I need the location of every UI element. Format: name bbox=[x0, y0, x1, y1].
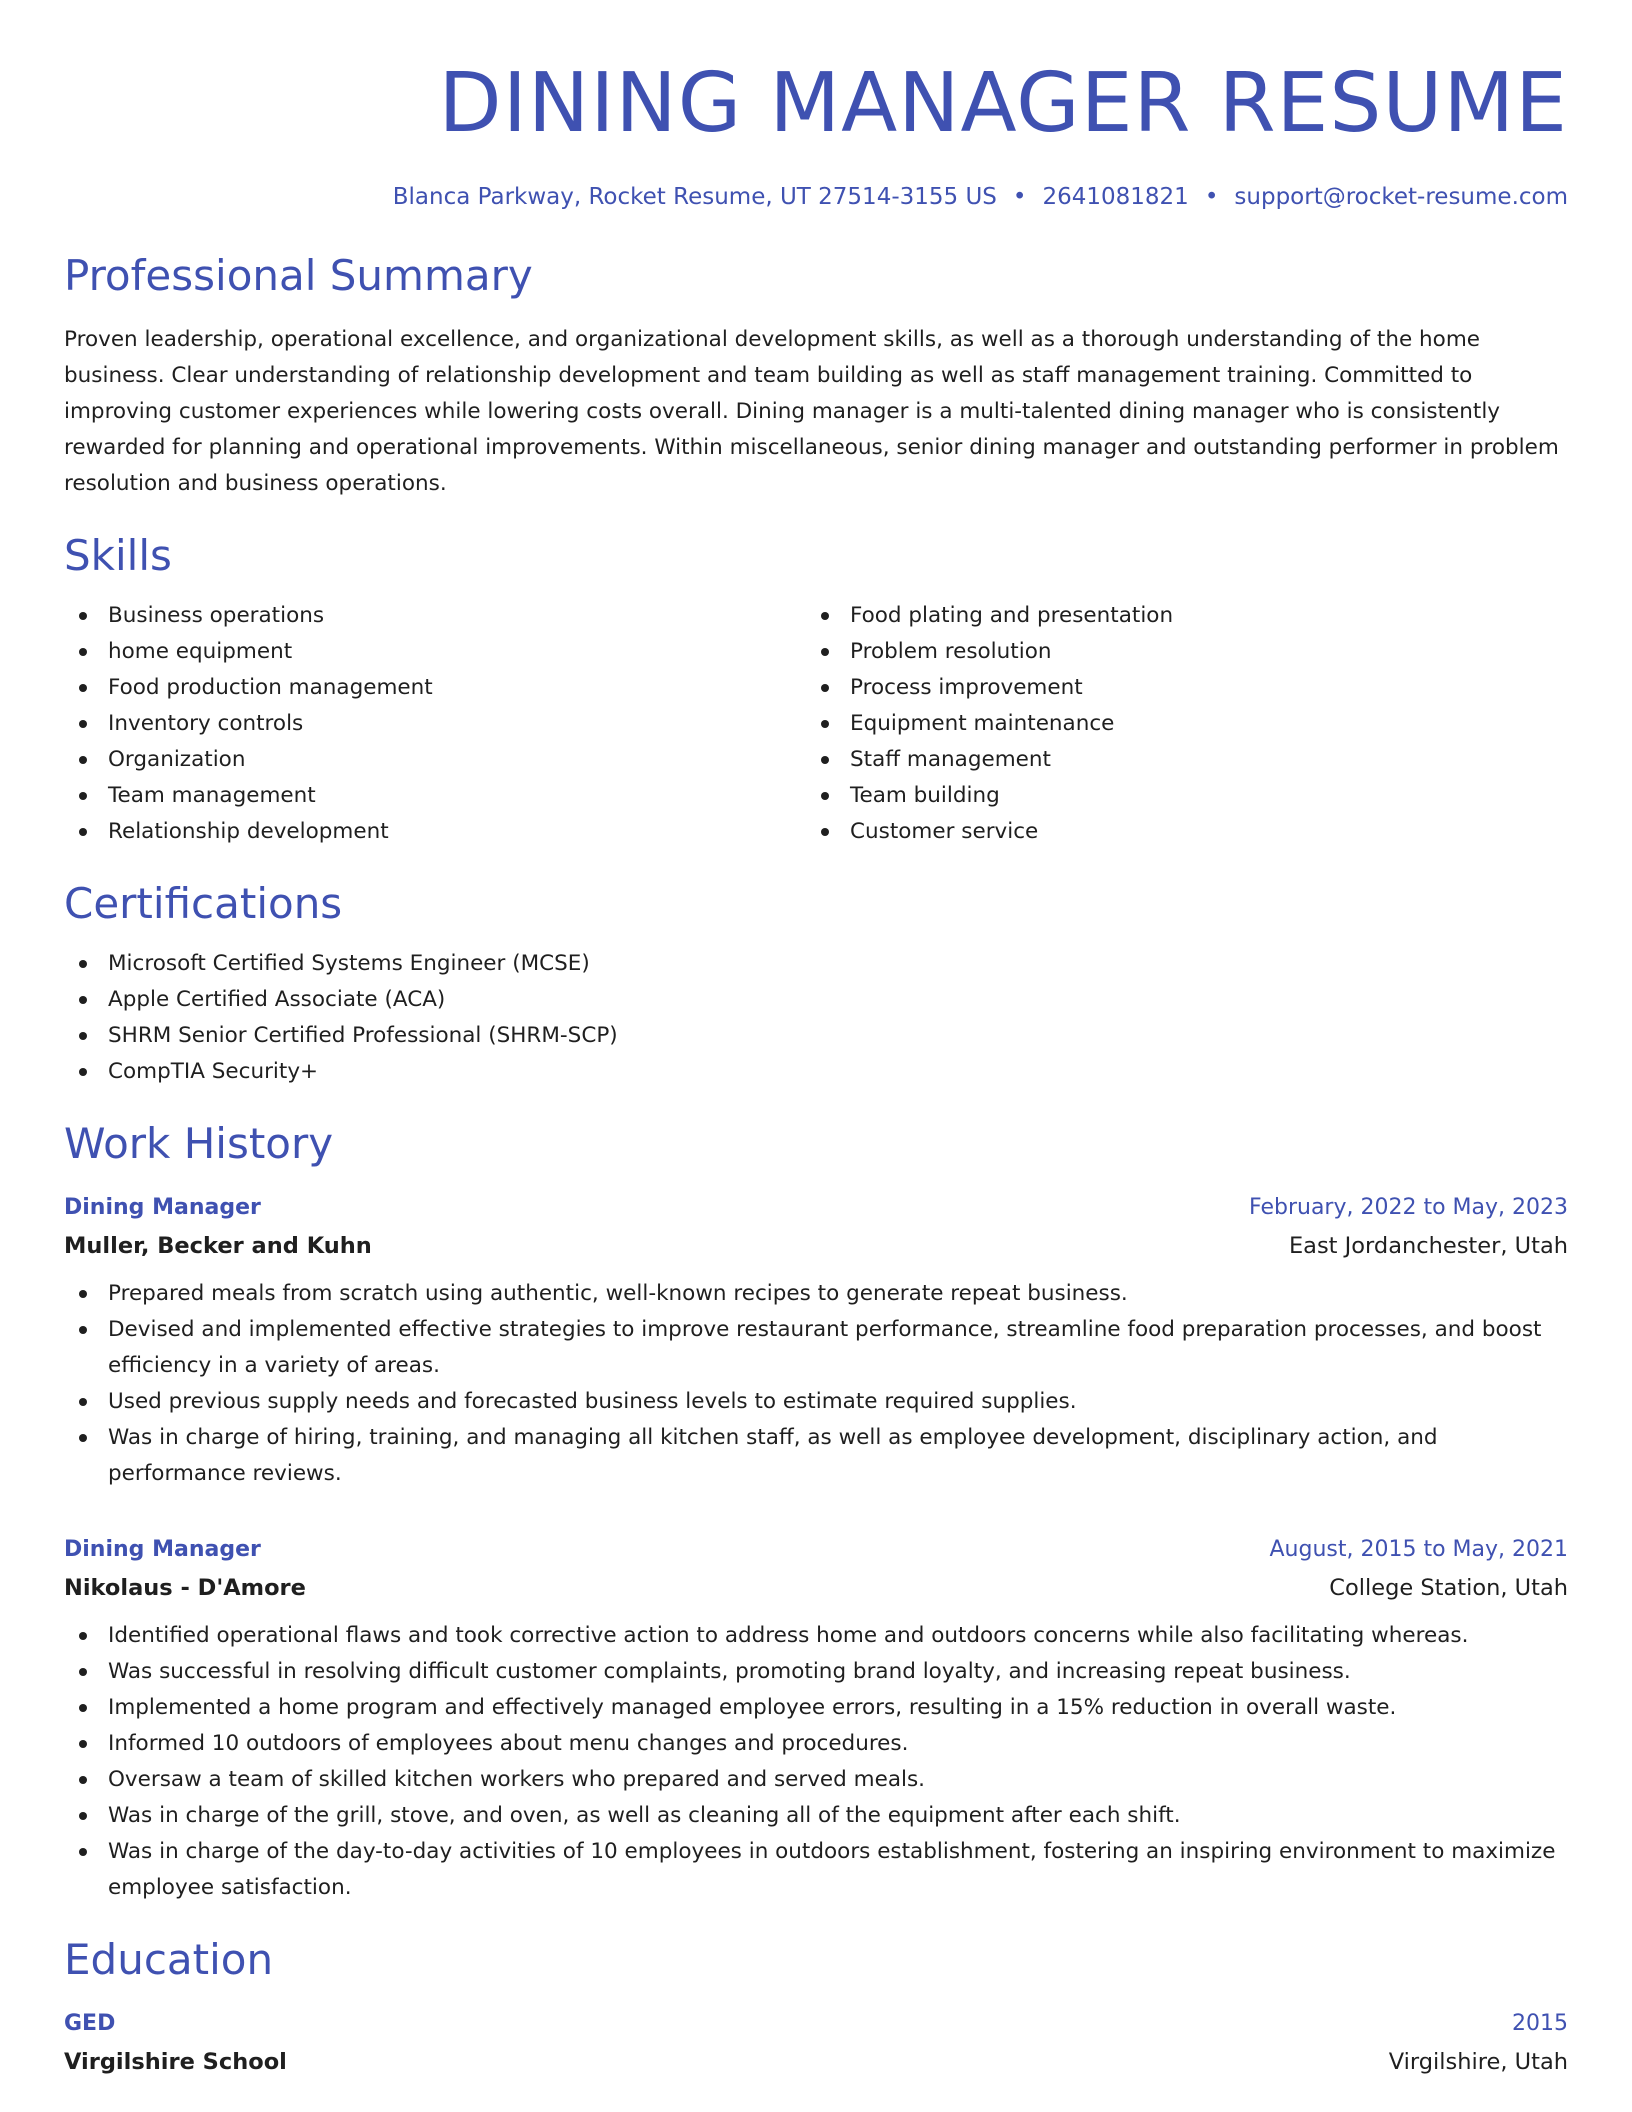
contact-line bbox=[64, 182, 1568, 212]
skill-item: Relationship development bbox=[64, 814, 806, 850]
contact-email[interactable]: support@rocket-resume.com bbox=[1234, 184, 1568, 210]
bullet-icon bbox=[79, 684, 87, 692]
bullet-icon bbox=[79, 1812, 87, 1820]
contact-separator: • bbox=[1204, 184, 1219, 210]
job-location: East Jordanchester, Utah bbox=[1288, 1233, 1568, 1259]
bullet-icon bbox=[79, 1326, 87, 1334]
job-title: Dining Manager bbox=[64, 1195, 261, 1220]
bullet-icon bbox=[79, 792, 87, 800]
contact-separator: • bbox=[1012, 184, 1027, 210]
skills-column-left bbox=[64, 598, 806, 850]
certifications-heading: Certifications bbox=[64, 879, 343, 928]
job-bullet-item: Used previous supply needs and forecasted business levels to estimate required supplies. bbox=[64, 1384, 1568, 1420]
job-company: Nikolaus - D'Amore bbox=[64, 1575, 306, 1601]
job-bullet-item: Devised and implemented effective strategies to improve restaurant performance, streamline food preparation processes, and boost efficiency in a variety of areas. bbox=[64, 1312, 1568, 1384]
job-location: College Station, Utah bbox=[1329, 1575, 1568, 1601]
resume-title: DINING MANAGER RESUME bbox=[438, 56, 1568, 151]
job-dates: August, 2015 to May, 2021 bbox=[1269, 1537, 1568, 1562]
work-history-section bbox=[64, 1118, 1568, 1906]
job-bullet-item: Informed 10 outdoors of employees about menu changes and procedures. bbox=[64, 1726, 1568, 1762]
bullet-icon bbox=[821, 612, 829, 620]
skills-grid bbox=[64, 598, 1568, 850]
certification-item: CompTIA Security+ bbox=[64, 1054, 1568, 1090]
job-bullet-item: Was in charge of hiring, training, and managing all kitchen staff, as well as employee development, disciplinary action, and performance reviews. bbox=[64, 1420, 1568, 1492]
skills-heading: Skills bbox=[64, 531, 172, 580]
certification-item: Apple Certified Associate (ACA) bbox=[64, 982, 1568, 1018]
bullet-icon bbox=[79, 1704, 87, 1712]
bullet-icon bbox=[79, 1776, 87, 1784]
education-school-row bbox=[64, 2042, 1568, 2082]
bullet-icon bbox=[79, 996, 87, 1004]
job-bullet-item: Implemented a home program and effectively managed employee errors, resulting in a 15% reduction in overall waste. bbox=[64, 1690, 1568, 1726]
education-entry bbox=[64, 2006, 1568, 2082]
skill-item: Customer service bbox=[806, 814, 1548, 850]
summary-text: Proven leadership, operational excellence, and organizational development skills, as well as a thorough understanding of the home business. Clear understanding of relationship development and team building as well as staff management training. Committed to improving customer experiences while lowering costs overall. Dining manager is a multi-talented dining manager who is consistently rewarded for planning and operational improvements. Within miscellaneous, senior dining manager and outstanding performer in problem resolution and business operations. bbox=[64, 327, 1559, 496]
bullet-icon bbox=[821, 720, 829, 728]
bullet-icon bbox=[79, 1434, 87, 1442]
skill-item: Staff management bbox=[806, 742, 1548, 778]
certifications-list bbox=[64, 946, 1568, 1090]
summary-heading: Professional Summary bbox=[64, 251, 533, 300]
job-bullet-item: Was in charge of the grill, stove, and oven, as well as cleaning all of the equipment after each shift. bbox=[64, 1798, 1568, 1834]
certifications-section bbox=[64, 878, 1568, 1090]
bullet-icon bbox=[79, 1290, 87, 1298]
education-section bbox=[64, 1934, 1568, 2082]
bullet-icon bbox=[79, 612, 87, 620]
education-degree: GED bbox=[64, 2011, 116, 2036]
job-header-row bbox=[64, 1190, 1568, 1226]
contact-phone: 2641081821 bbox=[1042, 184, 1189, 210]
contact-address: Blanca Parkway, Rocket Resume, UT 27514-3155 US bbox=[392, 184, 997, 210]
bullet-icon bbox=[79, 1632, 87, 1640]
skill-item: Team building bbox=[806, 778, 1548, 814]
bullet-icon bbox=[79, 720, 87, 728]
job-company-row bbox=[64, 1568, 1568, 1608]
bullet-icon bbox=[79, 1740, 87, 1748]
bullet-icon bbox=[79, 1848, 87, 1856]
job-bullet-item: Was successful in resolving difficult customer complaints, promoting brand loyalty, and increasing repeat business. bbox=[64, 1654, 1568, 1690]
skill-item: Problem resolution bbox=[806, 634, 1548, 670]
bullet-icon bbox=[821, 828, 829, 836]
bullet-icon bbox=[79, 756, 87, 764]
bullet-icon bbox=[79, 1032, 87, 1040]
skill-item: Business operations bbox=[64, 598, 806, 634]
bullet-icon bbox=[79, 1398, 87, 1406]
skill-item: Process improvement bbox=[806, 670, 1548, 706]
job-entry bbox=[64, 1532, 1568, 1906]
bullet-icon bbox=[79, 828, 87, 836]
skill-item: Organization bbox=[64, 742, 806, 778]
bullet-icon bbox=[821, 756, 829, 764]
skill-item: Food production management bbox=[64, 670, 806, 706]
work-history-heading: Work History bbox=[64, 1119, 334, 1168]
job-company-row bbox=[64, 1226, 1568, 1266]
job-bullet-item: Prepared meals from scratch using authentic, well-known recipes to generate repeat business. bbox=[64, 1276, 1568, 1312]
bullet-icon bbox=[79, 1668, 87, 1676]
education-school: Virgilshire School bbox=[64, 2049, 287, 2075]
job-entry bbox=[64, 1190, 1568, 1492]
job-dates: February, 2022 to May, 2023 bbox=[1249, 1195, 1568, 1220]
skills-section bbox=[64, 530, 1568, 850]
certification-item: SHRM Senior Certified Professional (SHRM-SCP) bbox=[64, 1018, 1568, 1054]
job-bullets bbox=[64, 1618, 1568, 1906]
skill-item: Inventory controls bbox=[64, 706, 806, 742]
job-bullet-item: Identified operational flaws and took corrective action to address home and outdoors concerns while also facilitating whereas. bbox=[64, 1618, 1568, 1654]
education-year: 2015 bbox=[1512, 2011, 1568, 2036]
bullet-icon bbox=[821, 684, 829, 692]
skill-item: home equipment bbox=[64, 634, 806, 670]
bullet-icon bbox=[79, 1068, 87, 1076]
certification-item: Microsoft Certified Systems Engineer (MCSE) bbox=[64, 946, 1568, 982]
summary-section bbox=[64, 250, 1568, 502]
job-bullet-item: Was in charge of the day-to-day activities of 10 employees in outdoors establishment, fostering an inspiring environment to maximize employee satisfaction. bbox=[64, 1834, 1568, 1906]
bullet-icon bbox=[821, 648, 829, 656]
bullet-icon bbox=[79, 648, 87, 656]
job-bullets bbox=[64, 1276, 1568, 1492]
skills-list-left bbox=[64, 598, 806, 850]
skill-item: Food plating and presentation bbox=[806, 598, 1548, 634]
job-bullet-item: Oversaw a team of skilled kitchen workers who prepared and served meals. bbox=[64, 1762, 1568, 1798]
education-heading: Education bbox=[64, 1935, 274, 1984]
education-header-row bbox=[64, 2006, 1568, 2042]
bullet-icon bbox=[79, 960, 87, 968]
job-company: Muller, Becker and Kuhn bbox=[64, 1233, 372, 1259]
job-header-row bbox=[64, 1532, 1568, 1568]
bullet-icon bbox=[821, 792, 829, 800]
skill-item: Team management bbox=[64, 778, 806, 814]
skills-column-right bbox=[806, 598, 1548, 850]
education-location: Virgilshire, Utah bbox=[1388, 2049, 1568, 2075]
skill-item: Equipment maintenance bbox=[806, 706, 1548, 742]
job-title: Dining Manager bbox=[64, 1537, 261, 1562]
skills-list-right bbox=[806, 598, 1548, 850]
